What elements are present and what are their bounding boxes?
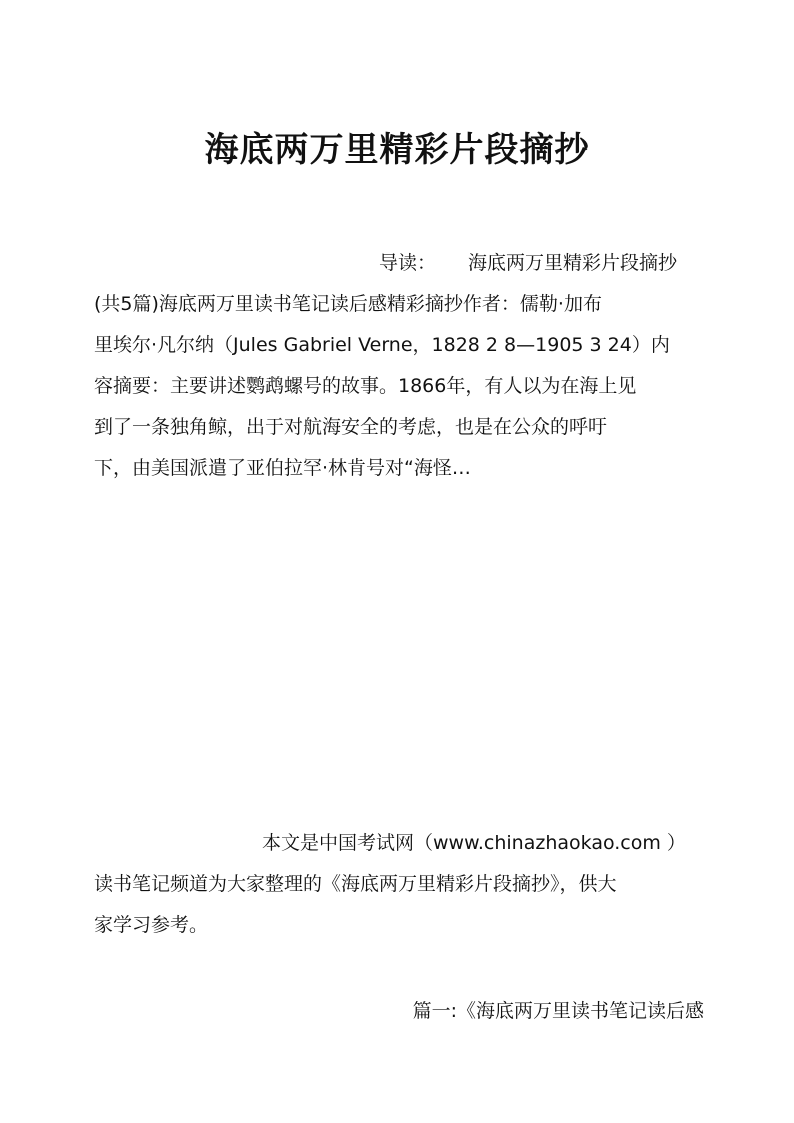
intro-line: 到了一条独角鲸，出于对航海安全的考虑，也是在公众的呼吁 — [94, 416, 608, 438]
intro-text: 海底两万里精彩片段摘抄 — [468, 252, 678, 274]
section-heading: 篇一:《海底两万里读书笔记读后感 — [412, 1000, 704, 1022]
credit-line: 本文是中国考试网（www.chinazhaokao.com ） — [262, 832, 686, 854]
intro-line: 下，由美国派遣了亚伯拉罕·林肯号对“海怪… — [94, 457, 471, 479]
intro-label: 导读： — [379, 252, 437, 274]
intro-paragraph — [94, 243, 704, 489]
credit-paragraph — [94, 823, 704, 946]
credit-line: 家学习参考。 — [94, 914, 209, 936]
intro-line — [94, 243, 704, 284]
document-title: 海底两万里精彩片段摘抄 — [204, 129, 590, 170]
credit-line: 读书笔记频道为大家整理的《海底两万里精彩片段摘抄》，供大 — [94, 873, 617, 895]
intro-line: 里埃尔·凡尔纳（Jules Gabriel Verne，1828 2 8—1905 3 24）内 — [94, 334, 670, 356]
intro-line: (共5篇)海底两万里读书笔记读后感精彩摘抄作者：儒勒·加布 — [94, 293, 602, 315]
intro-line: 容摘要：主要讲述鹦鹉螺号的故事。1866年，有人以为在海上见 — [94, 375, 637, 397]
